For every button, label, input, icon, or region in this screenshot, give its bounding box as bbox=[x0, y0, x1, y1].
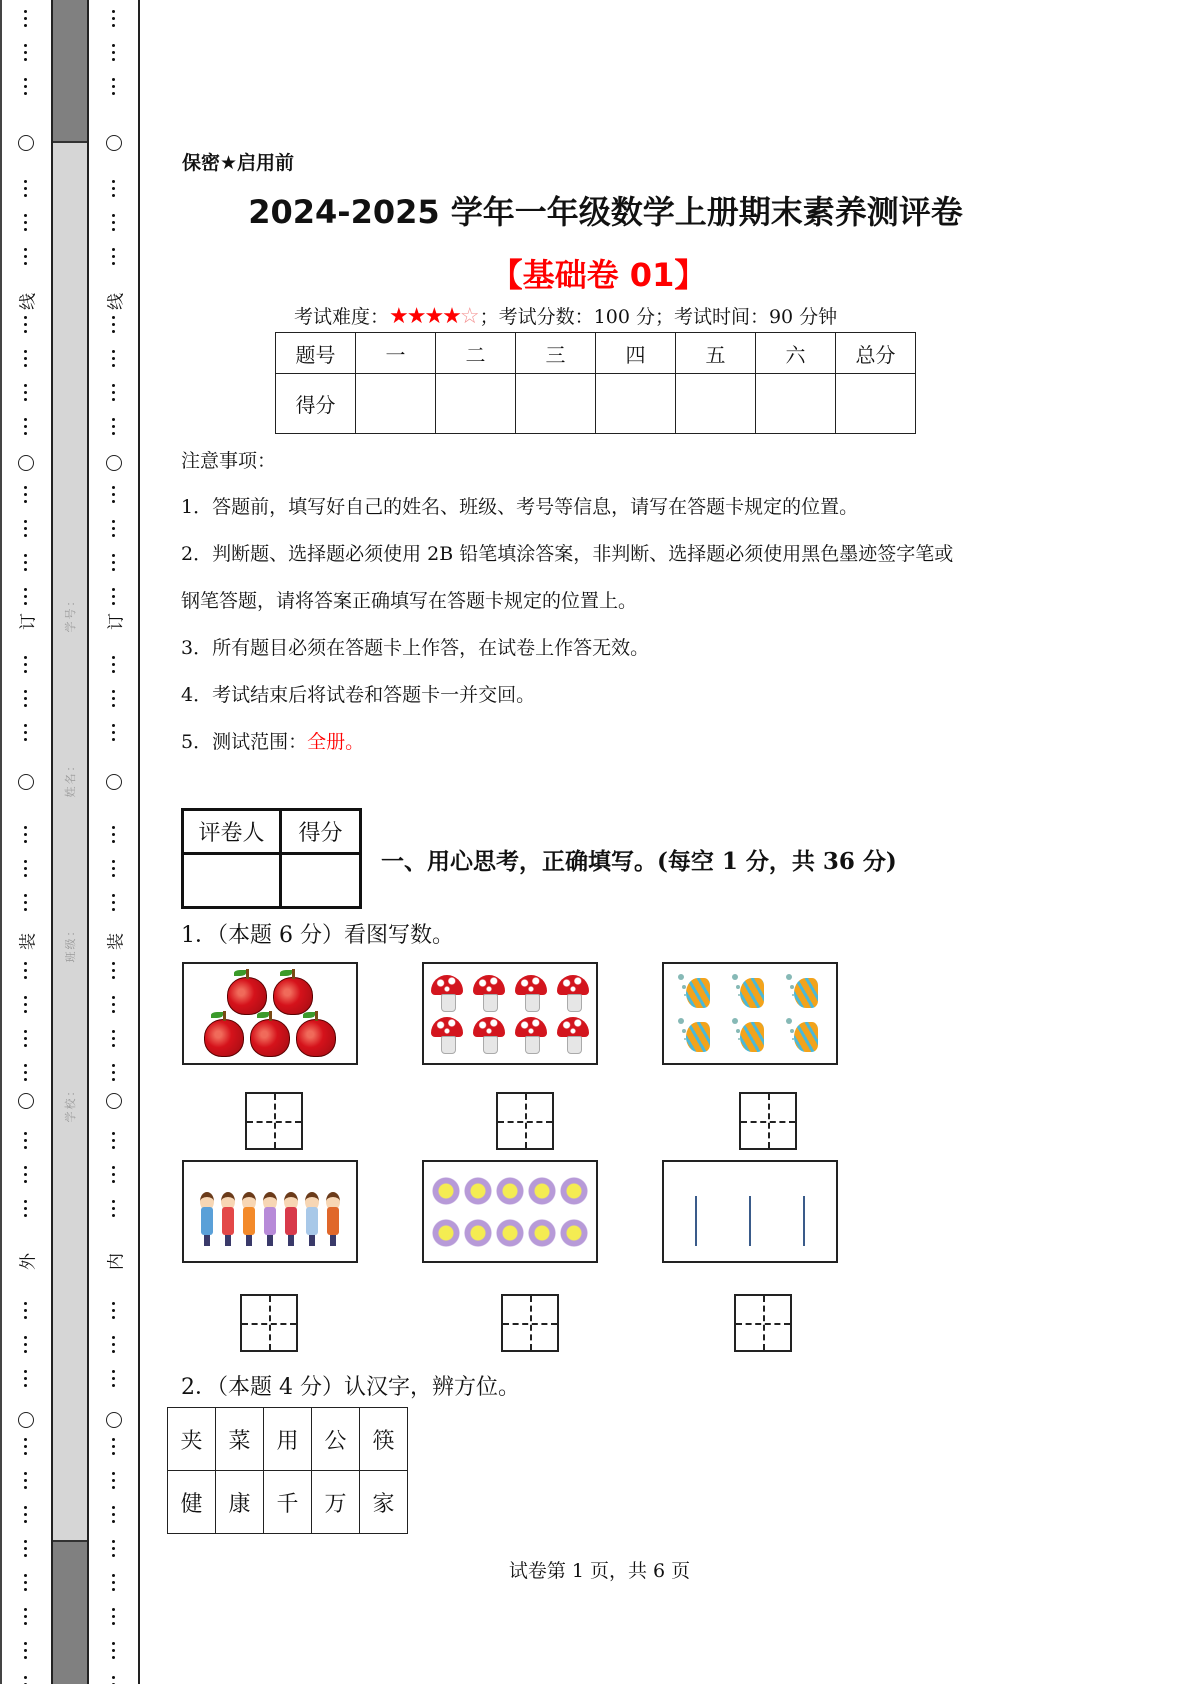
score-value-cell[interactable] bbox=[836, 374, 916, 434]
page-title: 2024-2025 学年一年级数学上册期末素养测评卷 bbox=[248, 193, 963, 231]
binding-label: 装 bbox=[106, 933, 126, 950]
score-value-cell[interactable] bbox=[756, 374, 836, 434]
strip-label-name: 姓名： bbox=[64, 758, 77, 798]
picture-children bbox=[182, 1160, 358, 1263]
score-row-label: 得分 bbox=[276, 374, 356, 434]
mushrooms-icon bbox=[431, 975, 589, 1053]
grader-label: 评卷人 bbox=[183, 810, 281, 854]
note-item-scope bbox=[181, 727, 364, 754]
note-item: 3．所有题目必须在答题卡上作答，在试卷上作答无效。 bbox=[181, 637, 650, 659]
grader-score-cell[interactable] bbox=[281, 854, 361, 908]
flowers-icon bbox=[432, 1177, 588, 1247]
note-item: 2．判断题、选择题必须使用 2B 铅笔填涂答案，非判断、选择题必须使用黑色墨迹签字笔或 bbox=[181, 543, 954, 565]
score-value-cell[interactable] bbox=[596, 374, 676, 434]
question-2-prompt: 2．（本题 4 分）认汉字，辨方位。 bbox=[181, 1375, 520, 1400]
score-value-cell[interactable] bbox=[356, 374, 436, 434]
grader-table bbox=[181, 808, 362, 909]
confidential-label: 保密★启用前 bbox=[182, 152, 295, 174]
binding-label: 装 bbox=[18, 933, 39, 950]
question-1-prompt: 1．（本题 6 分）看图写数。 bbox=[181, 923, 454, 948]
score-table-header-row bbox=[276, 333, 916, 374]
page-subtitle: 【基础卷 01】 bbox=[490, 256, 707, 294]
note-item: 4．考试结束后将试卷和答题卡一并交回。 bbox=[181, 684, 536, 706]
binding-label: 线 bbox=[106, 293, 126, 310]
strip-label-class: 班级： bbox=[64, 923, 77, 963]
picture-pinwheels bbox=[662, 1160, 838, 1263]
apples-icon bbox=[204, 971, 336, 1057]
scope-label: 5．测试范围： bbox=[181, 731, 308, 753]
score-value-cell[interactable] bbox=[516, 374, 596, 434]
binding-label: 订 bbox=[18, 613, 39, 630]
scope-value: 全册 bbox=[307, 731, 346, 753]
page-footer: 试卷第 1 页，共 6 页 bbox=[508, 1560, 691, 1582]
score-value-cell[interactable] bbox=[436, 374, 516, 434]
score-header-cell: 二 bbox=[436, 333, 516, 374]
score-header-cell: 三 bbox=[516, 333, 596, 374]
fish-icon bbox=[678, 974, 822, 1054]
binding-label: 内 bbox=[106, 1253, 126, 1270]
pinwheels-icon bbox=[674, 1177, 826, 1247]
picture-flowers bbox=[422, 1160, 598, 1263]
char-cell: 公 bbox=[312, 1408, 360, 1471]
score-header-cell: 六 bbox=[756, 333, 836, 374]
answer-box[interactable] bbox=[496, 1092, 554, 1150]
binding-label: 订 bbox=[106, 613, 126, 630]
star-empty-icon: ☆ bbox=[459, 304, 480, 329]
char-cell: 千 bbox=[264, 1471, 312, 1534]
children-icon bbox=[198, 1172, 342, 1252]
grader-score-label: 得分 bbox=[281, 810, 361, 854]
strip-label-school: 学校： bbox=[64, 1083, 77, 1123]
note-item: 1．答题前，填写好自己的姓名、班级、考号等信息，请写在答题卡规定的位置。 bbox=[181, 496, 859, 518]
score-time-info: ；考试分数：100 分；考试时间：90 分钟 bbox=[479, 306, 838, 328]
binding-label: 线 bbox=[18, 293, 39, 310]
binding-label: 外 bbox=[18, 1253, 39, 1270]
notes-title: 注意事项： bbox=[181, 450, 277, 472]
score-header-cell: 总分 bbox=[836, 333, 916, 374]
score-header-cell: 四 bbox=[596, 333, 676, 374]
grader-name-cell[interactable] bbox=[183, 854, 281, 908]
score-header-cell: 题号 bbox=[276, 333, 356, 374]
strip-label-student-id: 学号： bbox=[64, 593, 77, 633]
answer-box[interactable] bbox=[240, 1294, 298, 1352]
answer-box[interactable] bbox=[245, 1092, 303, 1150]
score-header-cell: 一 bbox=[356, 333, 436, 374]
answer-box[interactable] bbox=[501, 1294, 559, 1352]
char-cell: 家 bbox=[360, 1471, 408, 1534]
char-cell: 用 bbox=[264, 1408, 312, 1471]
score-table bbox=[275, 332, 916, 434]
section-1-title: 一、用心思考，正确填写。(每空 1 分，共 36 分) bbox=[381, 848, 897, 875]
score-value-cell[interactable] bbox=[676, 374, 756, 434]
char-cell: 健 bbox=[168, 1471, 216, 1534]
char-cell: 筷 bbox=[360, 1408, 408, 1471]
score-header-cell: 五 bbox=[676, 333, 756, 374]
answer-box[interactable] bbox=[739, 1092, 797, 1150]
char-cell: 菜 bbox=[216, 1408, 264, 1471]
exam-meta bbox=[294, 302, 837, 329]
note-item: 钢笔答题，请将答案正确填写在答题卡规定的位置上。 bbox=[181, 590, 638, 612]
char-cell: 康 bbox=[216, 1471, 264, 1534]
answer-box[interactable] bbox=[734, 1294, 792, 1352]
char-cell: 万 bbox=[312, 1471, 360, 1534]
picture-apples bbox=[182, 962, 358, 1065]
difficulty-label: 考试难度： bbox=[294, 306, 390, 328]
score-table-value-row bbox=[276, 374, 916, 434]
star-filled-icon: ★★★★ bbox=[389, 304, 460, 329]
chinese-character-grid bbox=[167, 1407, 408, 1534]
char-cell: 夹 bbox=[168, 1408, 216, 1471]
picture-mushrooms bbox=[422, 962, 598, 1065]
picture-fish bbox=[662, 962, 838, 1065]
scope-period: 。 bbox=[345, 731, 365, 753]
